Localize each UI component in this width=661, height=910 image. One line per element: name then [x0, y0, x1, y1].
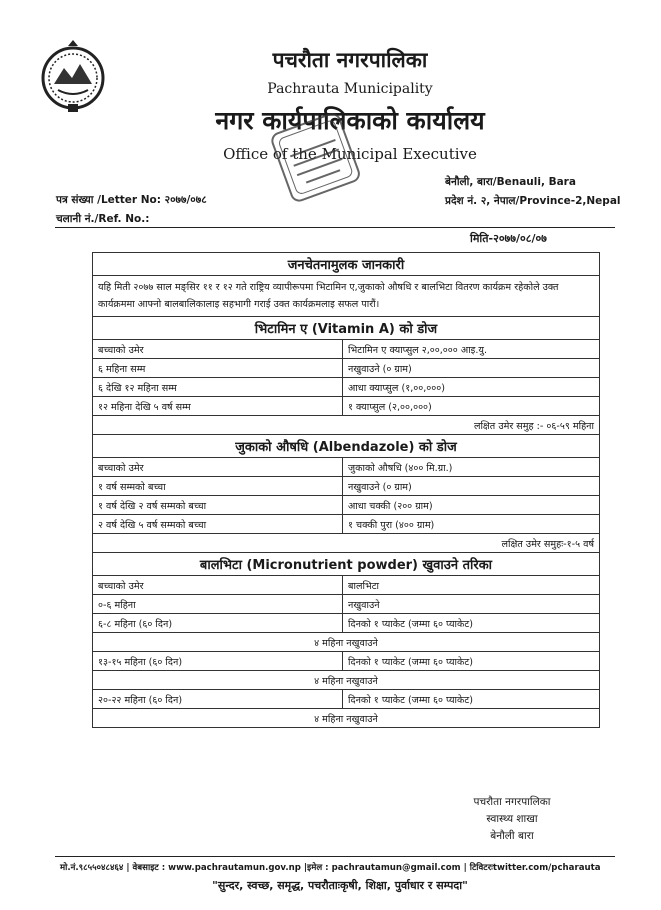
table-cell: ६ देखि १२ महिना सम्म — [93, 378, 343, 397]
municipality-stamp-icon — [258, 100, 373, 215]
table-cell: नखुवाउने (० ग्राम) — [343, 477, 600, 496]
table-row — [93, 652, 600, 671]
municipality-name-nepali: पचरौता नगरपालिका — [272, 48, 428, 72]
table-cell: बच्चाको उमेर — [93, 340, 343, 359]
gap-row: ४ महिना नखुवाउने — [93, 709, 600, 728]
table-cell: २ वर्ष देखि ५ वर्ष सम्मको बच्चा — [93, 515, 343, 534]
footer-slogan: "सुन्दर, स्वच्छ, समृद्ध, पचरौताःकृषी, शिक्षा, पुर्वाधार र सम्पदा" — [212, 879, 468, 892]
letter-number: पत्र संख्या /Letter No: २०७७/०७८ — [56, 194, 207, 206]
table-row — [93, 515, 600, 534]
table-row — [93, 340, 600, 359]
signature-line-1: पचरौता नगरपालिका — [473, 796, 551, 808]
albendazole-title: जुकाको औषधि (Albendazole) को डोज — [93, 435, 600, 458]
table-cell: बालभिटा — [343, 576, 600, 595]
header-divider — [55, 227, 615, 228]
table-row — [93, 458, 600, 477]
table-row — [93, 576, 600, 595]
table-row — [93, 614, 600, 633]
table-cell: २०-२२ महिना (६० दिन) — [93, 690, 343, 709]
table-cell: जुकाको औषधि (४०० मि.ग्रा.) — [343, 458, 600, 477]
table-cell: आधा चक्की (२०० ग्राम) — [343, 496, 600, 515]
table-cell: नखुवाउने — [343, 595, 600, 614]
signature-line-3: बेनौली बारा — [490, 830, 534, 842]
table-cell: दिनको १ प्याकेट (जम्मा ६० प्याकेट) — [343, 652, 600, 671]
table-cell: ०-६ महिना — [93, 595, 343, 614]
address-line-2: प्रदेश नं. २, नेपाल/Province-2,Nepal — [445, 195, 621, 207]
table-cell: बच्चाको उमेर — [93, 576, 343, 595]
gap-row: ४ महिना नखुवाउने — [93, 633, 600, 652]
table-cell: १३-१५ महिना (६० दिन) — [93, 652, 343, 671]
albendazole-target-note: लक्षित उमेर समुहः-१-५ वर्ष — [93, 534, 600, 553]
document-date: मिति-२०७७/०८/०७ — [470, 232, 547, 245]
nepal-emblem-icon — [38, 38, 108, 116]
table-cell: १ वर्ष सम्मको बच्चा — [93, 477, 343, 496]
table-cell: १ चक्की पुरा (४०० ग्राम) — [343, 515, 600, 534]
dosage-table — [92, 252, 600, 728]
table-cell: ६-८ महिना (६० दिन) — [93, 614, 343, 633]
micronutrient-title: बालभिटा (Micronutrient powder) खुवाउने तरिका — [93, 553, 600, 576]
notice-body: यहि मिती २०७७ साल मङ्सिर ११ र १२ गते राष्ट्रिय व्यापीरूपमा भिटामिन ए,जुकाको औषधि र बालभिटा वितरण कार्यक्रम रहेकोले उक्त कार्यक्रममा आफ्नो बालबालिकालाइ सहभागी गराई उक्त कार्यक्रमलाइ सफल पारौं। — [93, 276, 600, 317]
table-row — [93, 397, 600, 416]
table-cell: बच्चाको उमेर — [93, 458, 343, 477]
table-cell: १ क्याप्सुल (२,००,०००) — [343, 397, 600, 416]
footer-divider — [55, 856, 615, 857]
footer-contact: मो.नं.९८५५०४८४६४ | वेबसाइट : www.pachrautamun.gov.np |इमेल : pachrautamun@gmail.com | टिविटरःtwitter.com/pcharauta — [60, 863, 601, 873]
gap-row: ४ महिना नखुवाउने — [93, 671, 600, 690]
office-name-nepali: नगर कार्यपालिकाको कार्यालय — [215, 106, 485, 135]
table-row — [93, 359, 600, 378]
table-cell: दिनको १ प्याकेट (जम्मा ६० प्याकेट) — [343, 690, 600, 709]
municipality-name-english: Pachrauta Municipality — [267, 81, 433, 97]
office-name-english: Office of the Municipal Executive — [223, 145, 477, 163]
table-row — [93, 378, 600, 397]
table-cell: भिटामिन ए क्याप्सुल २,००,००० आइ.यु. — [343, 340, 600, 359]
vitamin-a-title: भिटामिन ए (Vitamin A) को डोज — [93, 317, 600, 340]
table-row — [93, 690, 600, 709]
table-cell: १ वर्ष देखि २ वर्ष सम्मको बच्चा — [93, 496, 343, 515]
table-cell: १२ महिना देखि ५ वर्ष सम्म — [93, 397, 343, 416]
vitamin-a-target-note: लक्षित उमेर समुह :- ०६-५९ महिना — [93, 416, 600, 435]
table-cell: ६ महिना सम्म — [93, 359, 343, 378]
table-cell: दिनको १ प्याकेट (जम्मा ६० प्याकेट) — [343, 614, 600, 633]
notice-title: जनचेतनामुलक जानकारी — [93, 253, 600, 276]
reference-number: चलानी नं./Ref. No.: — [56, 213, 150, 225]
table-row — [93, 477, 600, 496]
signature-line-2: स्वास्थ्य शाखा — [486, 813, 538, 825]
table-cell: आधा क्याप्सुल (१,००,०००) — [343, 378, 600, 397]
table-row — [93, 595, 600, 614]
table-cell: नखुवाउने (० ग्राम) — [343, 359, 600, 378]
table-row — [93, 496, 600, 515]
address-line-1: बेनौली, बारा/Benauli, Bara — [445, 176, 576, 188]
